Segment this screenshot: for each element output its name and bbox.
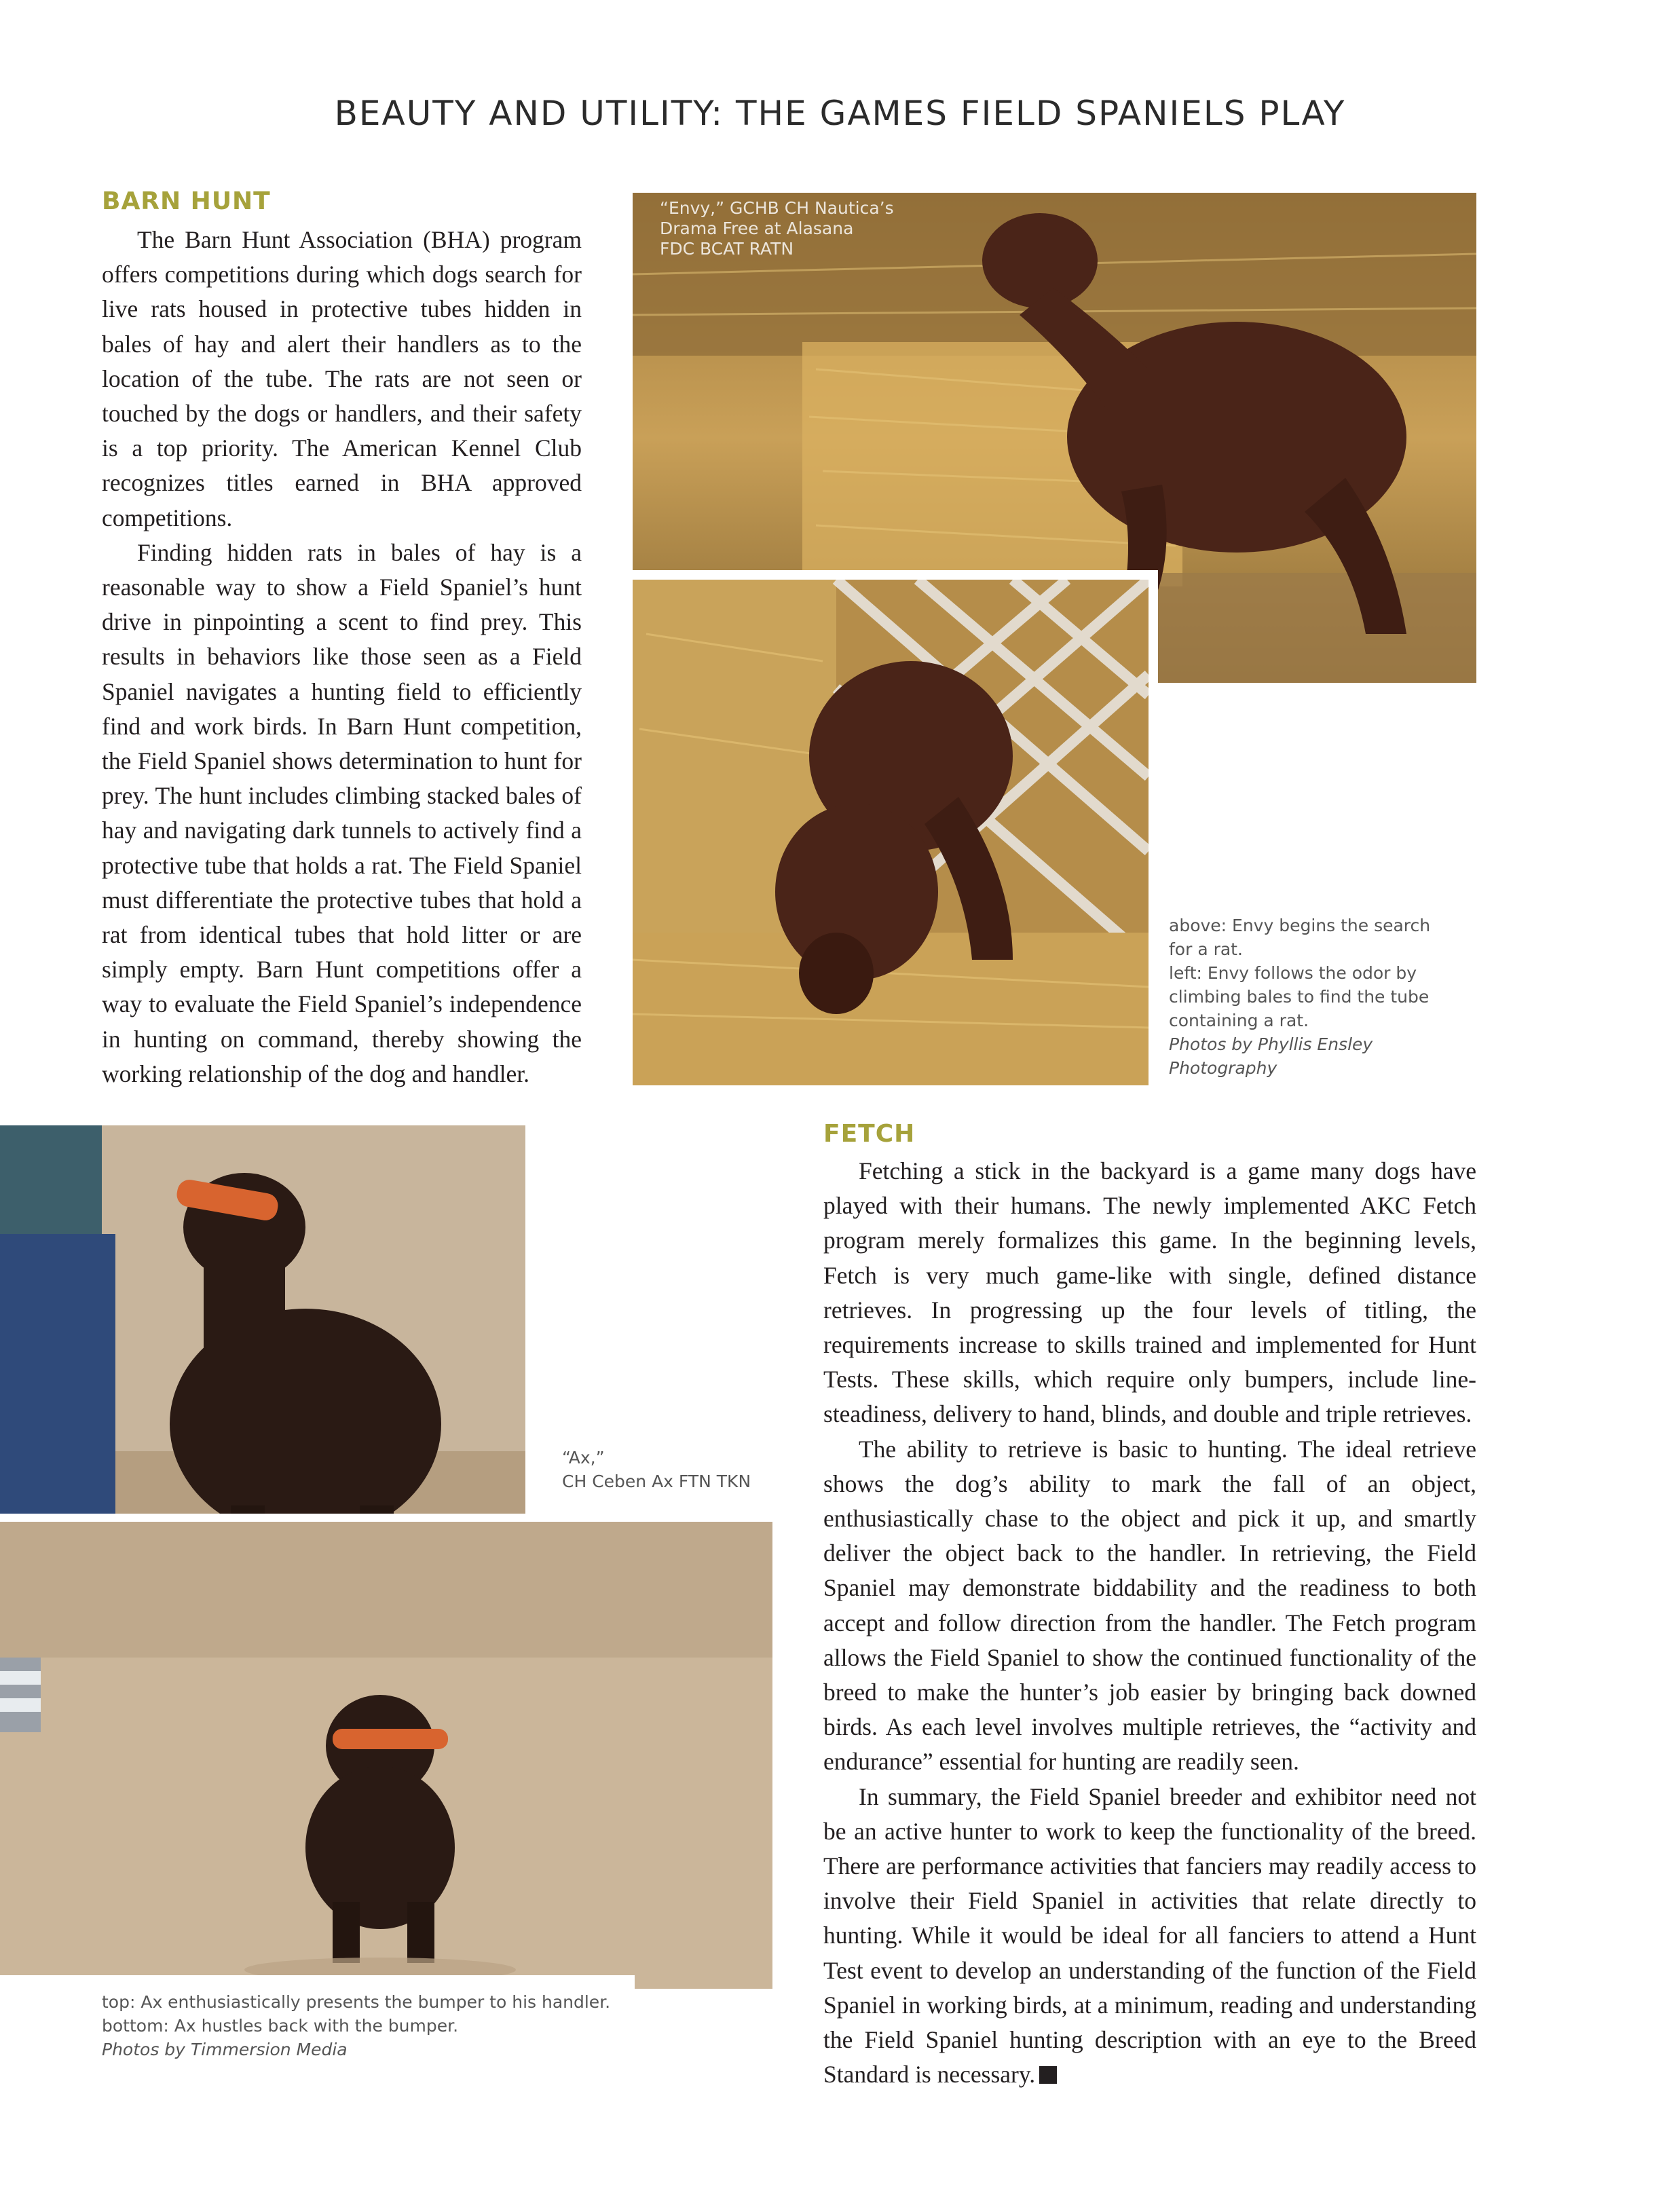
page-title: BEAUTY AND UTILITY: THE GAMES FIELD SPANIELS PLAY	[334, 94, 1346, 133]
fetch-paragraph-3	[823, 1780, 1476, 2093]
ax-name-line-1: “Ax,”	[562, 1448, 605, 1467]
ax-name-line-2: CH Ceben Ax FTN TKN	[562, 1472, 751, 1491]
barn-hunt-paragraph-2: Finding hidden rats in bales of hay is a reasonable way to show a Field Spaniel’s hunt drive in pinpointing a scent to find prey. This results in behaviors like those seen as a Field Spaniel navigates a hunting field to efficiently find and work birds. In Barn Hunt competition, the Field Spaniel shows determination to hunt for prey. The hunt includes climbing stacked bales of hay and navigating dark tunnels to actively find a protective tube that holds a rat. The Field Spaniel must differentiate the protective tubes that hold a rat from identical tubes that hold litter or are simply empty. Barn Hunt competitions offer a way to evaluate the Field Spaniel’s independence in hunting on command, thereby showing the working relationship of the dog and handler.	[102, 538, 582, 1087]
envy-caption-line-1: above: Envy begins the search	[1169, 916, 1431, 935]
envy-sniffing-image	[633, 580, 1149, 1085]
envy-photo-credit-2: Photography	[1169, 1058, 1277, 1078]
envy-photo-credit-1: Photos by Phyllis Ensley	[1169, 1034, 1373, 1054]
envy-name-overlay	[660, 198, 894, 259]
fetch-body	[823, 1154, 1476, 2092]
ax-caption-line-1: top: Ax enthusiastically presents the bumper to his handler.	[102, 1992, 611, 2012]
envy-caption	[1169, 914, 1454, 1080]
fetch-paragraph-2: The ability to retrieve is basic to hunting. The ideal retrieve shows the dog’s ability to mark the fall of an object, enthusiastically chase to the object and pick it up, and smartly deliver the object back to the handler. In retrieving, the Field Spaniel may demonstrate biddability and the readiness to both accept and follow direction from the handler. The Fetch program allows the Field Spaniel to show the continued functionality of the breed to make the hunter’s job easier by bringing back downed birds. As each level involves multiple retrieves, the “activity and endurance” essential for hunting are readily seen.	[823, 1435, 1476, 1776]
ax-running-image	[0, 1522, 772, 1989]
envy-caption-line-5: containing a rat.	[1169, 1011, 1309, 1030]
envy-caption-line-3: left: Envy follows the odor by	[1169, 963, 1417, 983]
envy-caption-line-4: climbing bales to find the tube	[1169, 987, 1430, 1007]
photo-envy-sniffing	[633, 570, 1158, 1085]
ax-caption-line-2: bottom: Ax hustles back with the bumper.	[102, 2016, 459, 2036]
ax-photo-credit: Photos by Timmersion Media	[102, 2040, 348, 2059]
envy-overlay-line-1: “Envy,” GCHB CH Nautica’s	[660, 198, 894, 218]
fetch-paragraph-1: Fetching a stick in the backyard is a game many dogs have played with their humans. The newly implemented AKC Fetch program merely formalizes this game. In the beginning levels, Fetch is very much game-like with single, defined distance retrieves. In progressing up the four levels of titling, the requirements increase to skills trained and implemented for Hunt Tests. These skills, which require only bumpers, include line-steadiness, delivery to hand, blinds, and double and triple retrieves.	[823, 1157, 1476, 1428]
envy-caption-line-2: for a rat.	[1169, 939, 1243, 959]
envy-overlay-line-2: Drama Free at Alasana	[660, 219, 854, 238]
photo-ax-running	[0, 1514, 781, 1989]
ax-caption	[102, 1990, 631, 2061]
barn-hunt-body	[102, 223, 582, 1091]
end-of-article-mark	[1039, 2066, 1057, 2084]
fetch-heading: FETCH	[823, 1120, 916, 1148]
barn-hunt-paragraph-1: The Barn Hunt Association (BHA) program offers competitions during which dogs search for live rats housed in protective tubes hidden in bales of hay and alert their handlers as to the location of the tube. The rats are not seen or touched by the dogs or handlers, and their safety is a top priority. The American Kennel Club recognizes titles earned in BHA approved competitions.	[102, 226, 582, 531]
envy-overlay-line-3: FDC BCAT RATN	[660, 239, 794, 259]
ax-name-caption	[562, 1446, 806, 1493]
barn-hunt-heading: BARN HUNT	[102, 187, 271, 215]
fetch-paragraph-3-text: In summary, the Field Spaniel breeder and exhibitor need not be an active hunter to work to keep the functionality of the breed. There are performance activities that fanciers may readily access to involve their Field Spaniel in activities that relate directly to hunting. While it would be ideal for all fanciers to attend a Hunt Test event to develop an understanding of the function of the Field Spaniel in working birds, at a minimum, reading and understanding the Field Spaniel hunting description with an eye to the Breed Standard is necessary.	[823, 1782, 1476, 2089]
